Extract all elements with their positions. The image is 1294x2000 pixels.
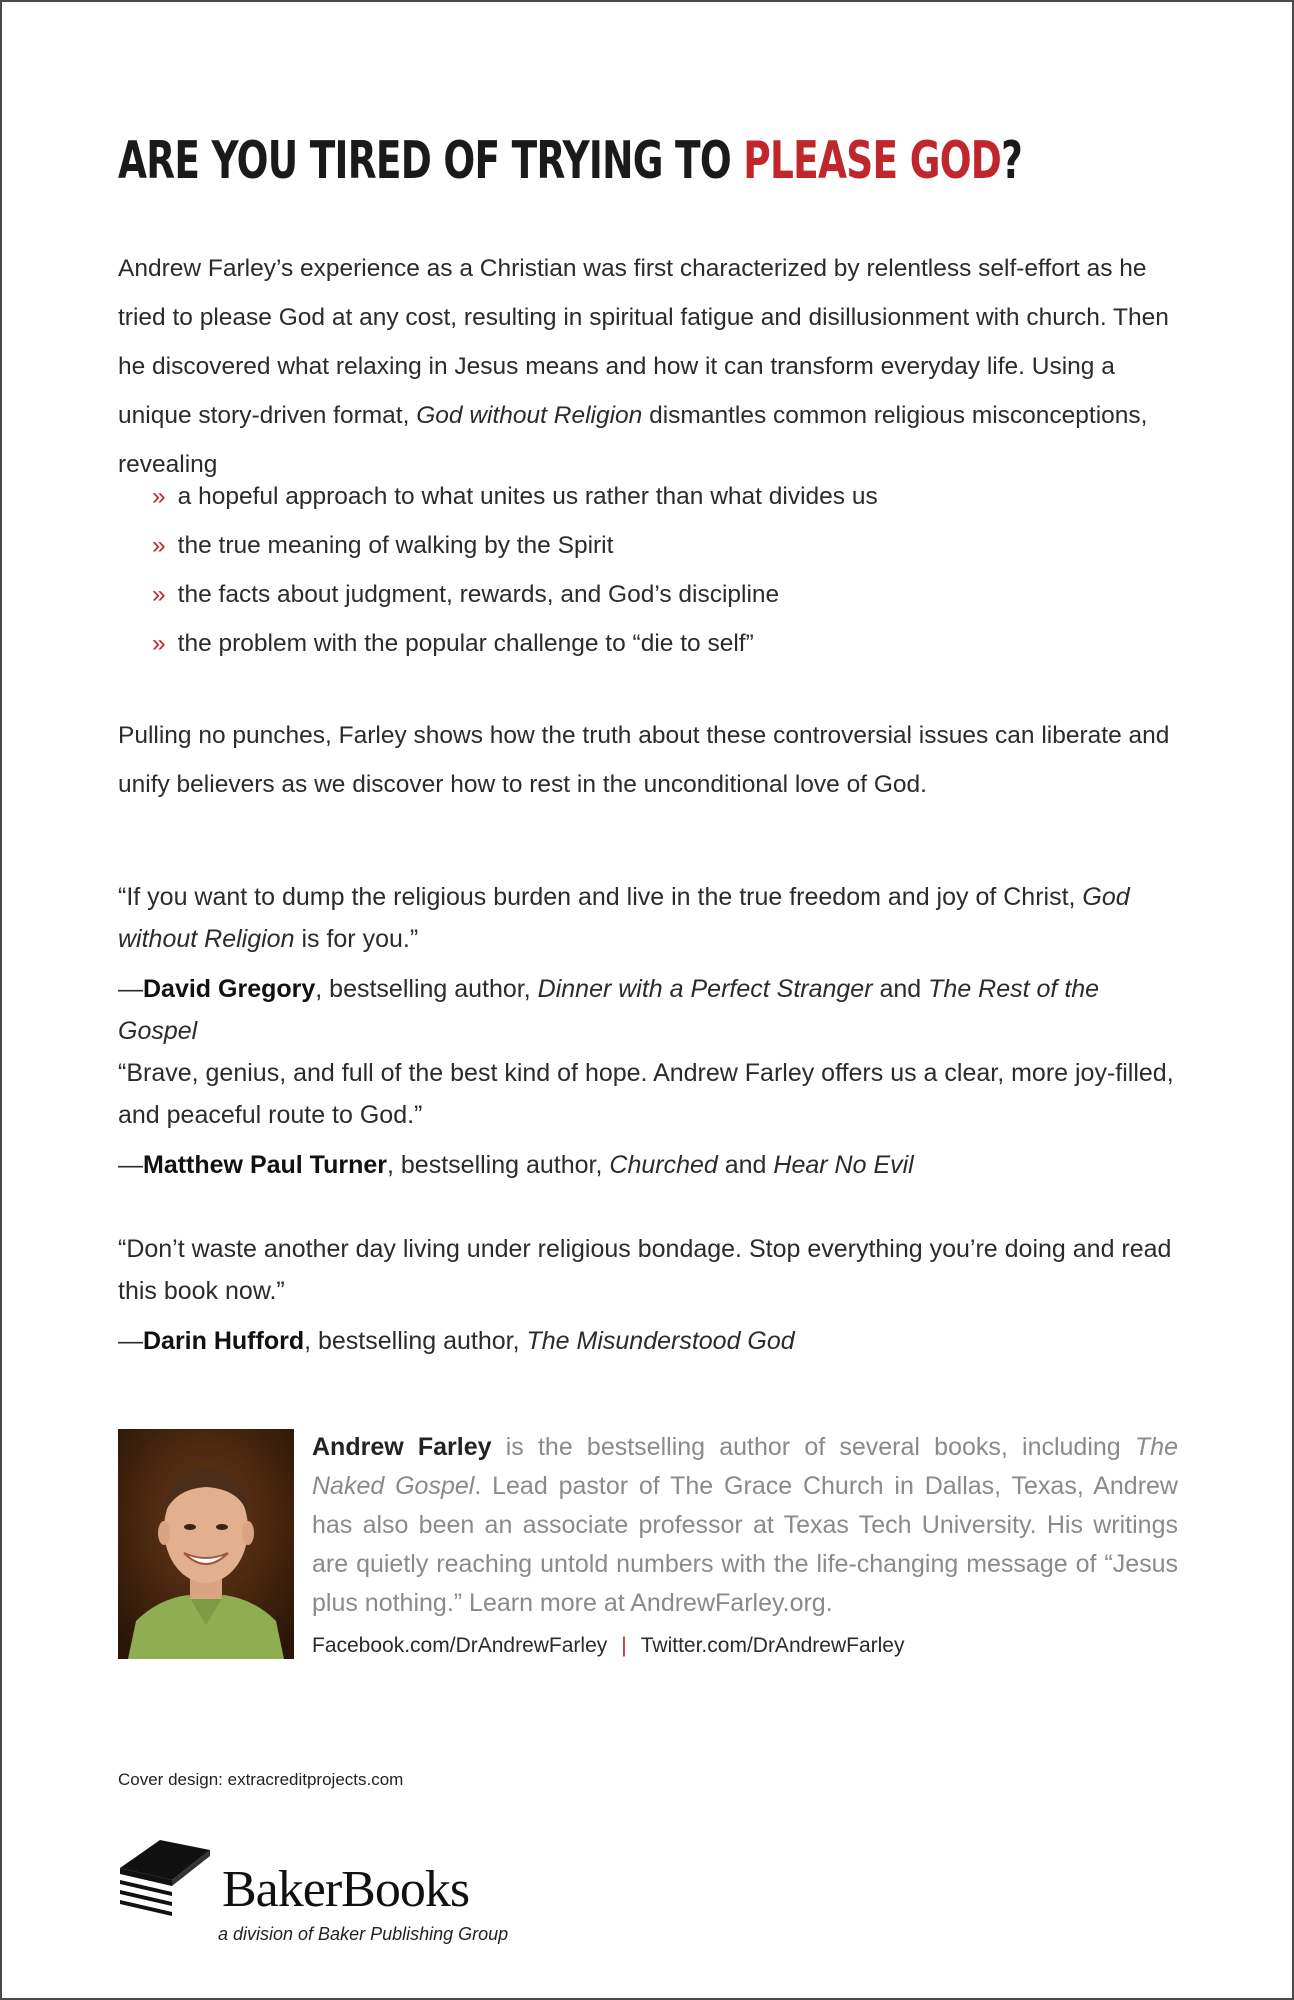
quote-text xyxy=(118,876,1180,960)
book-stack-icon xyxy=(118,1838,218,1918)
list-item xyxy=(152,570,1152,619)
author-bio xyxy=(312,1428,1178,1623)
intro-text: Andrew Farley’s experience as a Christian was first characterized by relentless self-effort as he tried to please God at any cost, resulting in spiritual fatigue and disillusionment with church. Then he discovered what relaxing in Jesus means and how it can transform everyday life. Using a unique story-driven format, xyxy=(118,255,1169,429)
link-separator: | xyxy=(621,1634,627,1657)
bio-text-end: . Lead pastor of The Grace Church in Dallas, Texas, Andrew has also been an associate professor at Texas Tech University. His writings are quietly reaching untold numbers with the life-changing message of “Jesus plus nothing.” Learn more at AndrewFarley.org. xyxy=(312,1472,1178,1617)
endorser-book: The Misunderstood God xyxy=(526,1327,795,1355)
endorsement-quote xyxy=(118,1052,1180,1186)
endorser-name: Matthew Paul Turner xyxy=(143,1151,388,1179)
quote-attribution xyxy=(118,968,1180,1052)
endorser-role: , bestselling author, xyxy=(387,1151,610,1179)
bullet-marker: » xyxy=(152,483,166,510)
cover-design-credit: Cover design: extracreditprojects.com xyxy=(118,1770,404,1789)
publisher-subtitle: a division of Baker Publishing Group xyxy=(218,1924,509,1944)
endorser-book: Hear No Evil xyxy=(773,1151,914,1179)
endorser-role: , bestselling author, xyxy=(304,1327,527,1355)
headline-text: ARE YOU TIRED OF TRYING TO xyxy=(118,131,744,191)
quote-text: “Brave, genius, and full of the best kind of hope. Andrew Farley offers us a clear, more joy-filled, and peaceful route to God.” xyxy=(118,1059,1174,1129)
quote-body: “If you want to dump the religious burden and live in the true freedom and joy of Christ, xyxy=(118,883,1083,911)
em-dash: — xyxy=(118,1151,143,1179)
book-title: God without Religion xyxy=(416,402,643,429)
endorser-book: Churched xyxy=(609,1151,718,1179)
endorser-book: Dinner with a Perfect Stranger xyxy=(537,975,873,1003)
bullet-text: the facts about judgment, rewards, and God’s discipline xyxy=(177,581,780,608)
quote-attribution xyxy=(118,1320,1180,1362)
bullet-text: a hopeful approach to what unites us rather than what divides us xyxy=(177,483,878,510)
intro-text-end: dismantles common religious misconceptions, revealing xyxy=(118,402,1148,478)
publisher-logo xyxy=(118,1834,538,1954)
list-item xyxy=(152,472,1152,521)
endorsement-quote xyxy=(118,1228,1180,1362)
bullet-marker: » xyxy=(152,581,166,608)
social-links xyxy=(312,1634,904,1658)
bullet-marker: » xyxy=(152,532,166,559)
bio-book-title: The Naked Gospel xyxy=(312,1433,1178,1500)
bullet-marker: » xyxy=(152,630,166,657)
author-name: Andrew Farley xyxy=(312,1433,492,1461)
bullet-text: the true meaning of walking by the Spirit xyxy=(177,532,614,559)
endorser-book: The Rest of the Gospel xyxy=(118,975,1100,1045)
list-item xyxy=(152,521,1152,570)
quote-attribution xyxy=(118,1144,1180,1186)
quote-text: “Don’t waste another day living under religious bondage. Stop everything you’re doing and read this book now.” xyxy=(118,1235,1172,1305)
headline xyxy=(118,130,1022,192)
bio-text: is the bestselling author of several books, including xyxy=(491,1433,1135,1461)
facebook-link: Facebook.com/DrAndrewFarley xyxy=(312,1634,608,1657)
publisher-name: BakerBooks xyxy=(222,1861,470,1918)
bullet-list xyxy=(152,472,1152,668)
quote-body-end: is for you.” xyxy=(294,925,419,953)
author-photo xyxy=(118,1429,294,1659)
outro-paragraph: Pulling no punches, Farley shows how the truth about these controversial issues can liberate and unify believers as we discover how to rest in the unconditional love of God. xyxy=(118,722,1170,798)
endorser-name: David Gregory xyxy=(143,975,316,1003)
headline-highlight: PLEASE GOD xyxy=(743,131,1002,191)
twitter-link: Twitter.com/DrAndrewFarley xyxy=(640,1634,905,1657)
intro-paragraph xyxy=(118,244,1178,489)
endorsement-quote xyxy=(118,876,1180,1052)
list-item xyxy=(152,619,1152,668)
author-portrait-illustration xyxy=(118,1429,294,1659)
conjunction: and xyxy=(717,1151,774,1179)
quote-book-title: God without Religion xyxy=(118,883,1130,953)
endorser-name: Darin Hufford xyxy=(143,1327,305,1355)
conjunction: and xyxy=(872,975,929,1003)
endorser-role: , bestselling author, xyxy=(315,975,538,1003)
headline-question-mark: ? xyxy=(1001,131,1023,191)
em-dash: — xyxy=(118,975,143,1003)
bullet-text: the problem with the popular challenge to “die to self” xyxy=(177,630,754,657)
em-dash: — xyxy=(118,1327,143,1355)
